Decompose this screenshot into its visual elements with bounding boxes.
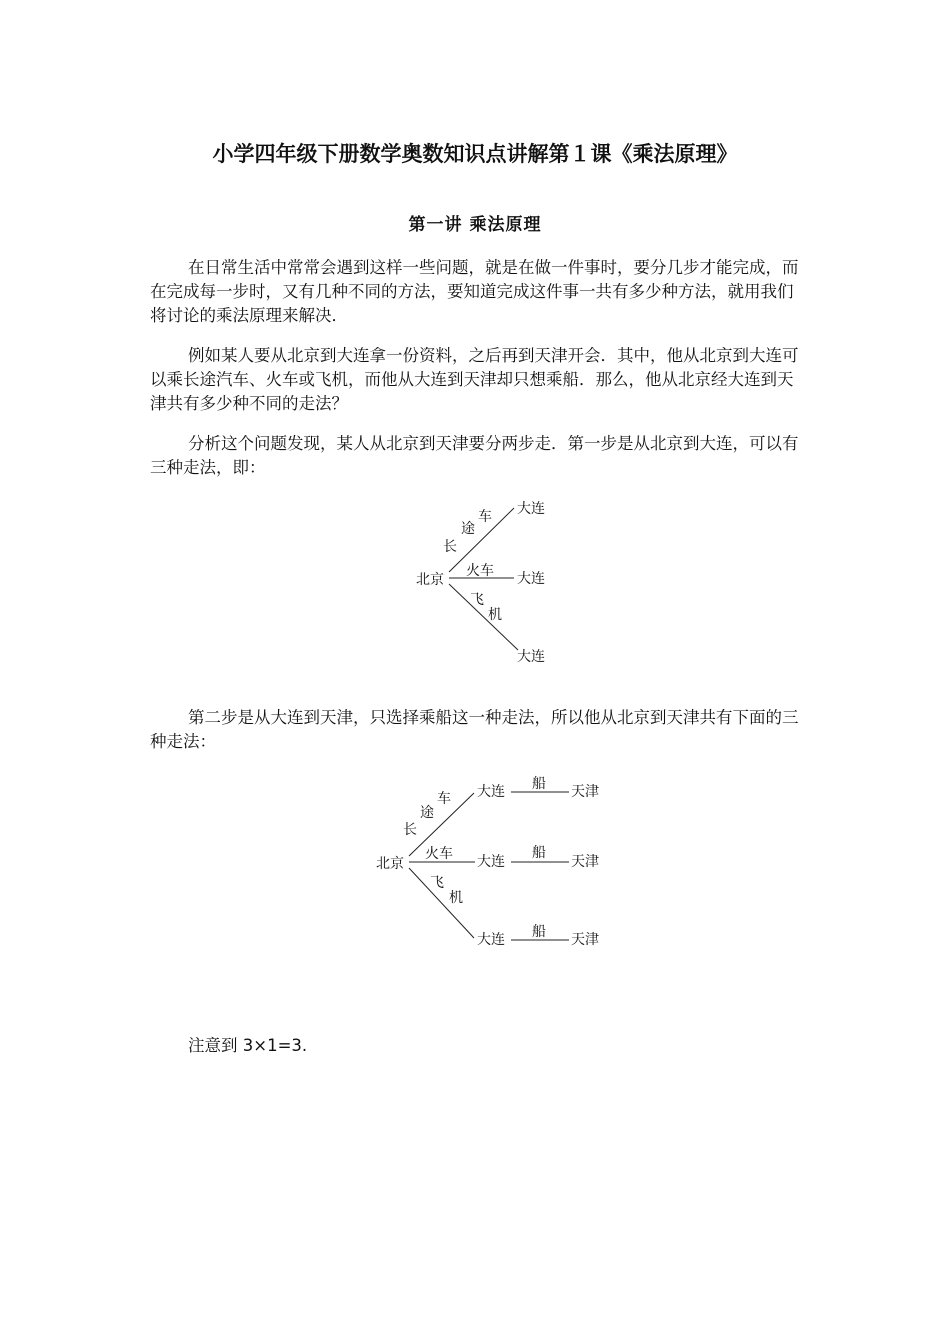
paragraph-intro: 在日常生活中常常会遇到这样一些问题，就是在做一件事时，要分几步才能完成，而在完成每一步时，又有几种不同的方法，要知道完成这件事一共有多少种方法，就用我们将讨论的乘法原理来解决． xyxy=(150,258,799,325)
label-plane-char-1: 飞 xyxy=(470,592,484,608)
label-plane-char-2: 机 xyxy=(488,607,502,623)
node-dalian-1: 大连 xyxy=(517,501,545,517)
note-text: 注意到 3×1=3. xyxy=(188,1036,308,1055)
diagram-beijing-dalian xyxy=(416,500,545,665)
paragraph-step-two: 第二步是从大连到天津，只选择乘船这一种走法，所以他从北京到天津共有下面的三种走法： xyxy=(150,708,799,751)
node-beijing: 北京 xyxy=(416,572,444,588)
label-boat-3: 船 xyxy=(532,924,546,940)
label-plane-char-2: 机 xyxy=(449,890,463,906)
node-tianjin-1: 天津 xyxy=(571,784,599,800)
label-bus-char-1: 长 xyxy=(403,822,417,838)
node-dalian-3: 大连 xyxy=(517,649,545,665)
node-tianjin-2: 天津 xyxy=(571,854,599,870)
node-dalian-1: 大连 xyxy=(477,784,505,800)
label-plane-char-1: 飞 xyxy=(430,875,444,891)
node-dalian-2: 大连 xyxy=(477,854,505,870)
page-title: 小学四年级下册数学奥数知识点讲解第１课《乘法原理》 xyxy=(212,142,738,166)
diagram-beijing-dalian-tianjin xyxy=(376,776,599,948)
paragraph-example: 例如某人要从北京到大连拿一份资料，之后再到天津开会．其中，他从北京到大连可以乘长途汽车、火车或飞机，而他从大连到天津却只想乘船．那么，他从北京经大连到天津共有多少种不同的走法？ xyxy=(150,346,799,413)
label-bus-char-2: 途 xyxy=(420,805,434,821)
label-bus-char-3: 车 xyxy=(437,791,451,807)
label-boat-2: 船 xyxy=(532,845,546,861)
node-beijing: 北京 xyxy=(376,856,404,872)
label-boat-1: 船 xyxy=(532,776,546,792)
label-bus-char-3: 车 xyxy=(478,509,492,525)
lecture-subtitle: 第一讲 乘法原理 xyxy=(408,215,542,235)
label-train: 火车 xyxy=(466,563,494,579)
node-dalian-2: 大连 xyxy=(517,571,545,587)
node-tianjin-3: 天津 xyxy=(571,932,599,948)
label-bus-char-2: 途 xyxy=(461,521,475,537)
node-dalian-3: 大连 xyxy=(477,932,505,948)
label-train: 火车 xyxy=(425,846,453,862)
paragraph-analysis: 分析这个问题发现，某人从北京到天津要分两步走．第一步是从北京到大连，可以有三种走法，即： xyxy=(150,434,799,477)
label-bus-char-1: 长 xyxy=(443,539,457,555)
